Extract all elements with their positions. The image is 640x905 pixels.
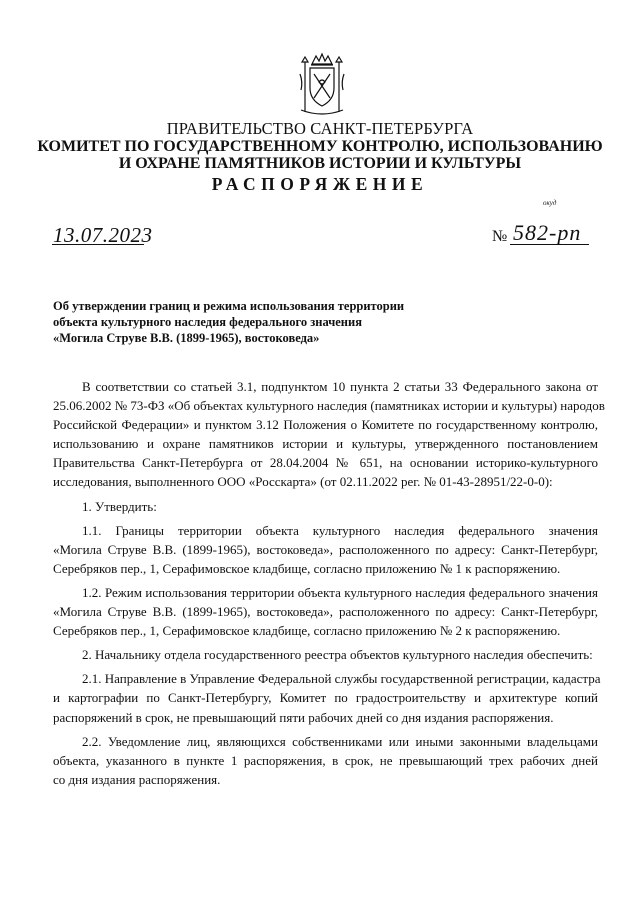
number-sign: № bbox=[492, 228, 508, 245]
text-line: со дня издания распоряжения. bbox=[53, 771, 221, 787]
text-line: распоряжений в срок, не превышающий пяти рабочих дней со дня издания распоряжения. bbox=[53, 709, 554, 725]
document-subject bbox=[53, 298, 404, 346]
text-line: использованию и охране памятников истории и культуры, утвержденного постановлением bbox=[53, 436, 598, 452]
text-line: «Могила Струве В.В. (1899-1965), востоковеда», расположенного по адресу: Санкт-Петербург, bbox=[53, 541, 598, 557]
text-line: Российской Федерации» и пунктом 3.12 Положения о Комитете по государственному контролю, bbox=[53, 417, 598, 433]
text-line: объекта, указанного в пункте 1 распоряжения, в срок, не превышающий трех рабочих дней bbox=[53, 752, 598, 768]
text-line: исследования, выполненного ООО «Росскарта» (от 02.11.2022 рег. № 01-43-28951/22-0-0): bbox=[53, 474, 553, 490]
preamble-paragraph bbox=[53, 377, 605, 492]
text-line: В соответствии со статьей 3.1, подпунктом 10 пункта 2 статьи 33 Федерального закона от bbox=[82, 379, 598, 394]
clause-2: 2. Начальнику отдела государственного реестра объектов культурного наследия обеспечить: bbox=[82, 647, 593, 663]
clause-1-2 bbox=[53, 583, 598, 640]
number-underline bbox=[510, 244, 589, 245]
text-line: Серебряков пер., 1, Серафимовское кладбище, согласно приложению № 1 к распоряжению. bbox=[53, 560, 561, 576]
form-code: окуд bbox=[543, 199, 557, 207]
committee-name-line-2: И ОХРАНЕ ПАМЯТНИКОВ ИСТОРИИ И КУЛЬТУРЫ bbox=[118, 155, 522, 172]
subject-line: Об утверждении границ и режима использования территории bbox=[53, 299, 405, 313]
text-line: Правительства Санкт-Петербурга от 28.04.2004 № 651, на основании историко-культурного bbox=[53, 455, 598, 471]
text-line: 2.1. Направление в Управление Федеральной службы государственной регистрации, кадастра bbox=[82, 671, 601, 687]
text-line: 1.2. Режим использования территории объекта культурного наследия федерального значения bbox=[82, 584, 598, 600]
text-line: «Могила Струве В.В. (1899-1965), востоковеда», расположенного по адресу: Санкт-Петербург, bbox=[53, 604, 598, 620]
government-name: ПРАВИТЕЛЬСТВО САНКТ-ПЕТЕРБУРГА bbox=[166, 119, 474, 138]
clause-1: 1. Утвердить: bbox=[82, 498, 157, 514]
coat-of-arms-icon bbox=[297, 52, 347, 118]
date-underline bbox=[52, 244, 144, 245]
text-line: Серебряков пер., 1, Серафимовское кладбище, согласно приложению № 2 к распоряжению. bbox=[53, 623, 561, 639]
subject-line: «Могила Струве В.В. (1899-1965), востоковеда» bbox=[53, 331, 320, 345]
document-number: 582-рп bbox=[513, 220, 582, 245]
committee-name-line-1: КОМИТЕТ ПО ГОСУДАРСТВЕННОМУ КОНТРОЛЮ, ИСПОЛЬЗОВАНИЮ bbox=[37, 138, 603, 155]
text-line: и картографии по Санкт-Петербургу, Комитет по градостроительству и архитектуре копий bbox=[53, 690, 598, 706]
document-type-title: РАСПОРЯЖЕНИЕ bbox=[211, 174, 429, 194]
text-line: 1.1. Границы территории объекта культурного наследия федерального значения bbox=[82, 522, 598, 538]
text-line: 2.2. Уведомление лиц, являющихся собственниками или иными законными владельцами bbox=[82, 733, 598, 749]
document-date: 13.07.2023 bbox=[53, 223, 153, 247]
text-line: 25.06.2002 № 73-ФЗ «Об объектах культурного наследия (памятниках истории и культуры) народов bbox=[53, 398, 605, 414]
clause-2-2 bbox=[53, 732, 598, 789]
clause-1-1 bbox=[53, 521, 598, 578]
clause-2-1 bbox=[53, 669, 601, 726]
document-body bbox=[53, 377, 605, 789]
subject-line: объекта культурного наследия федерального значения bbox=[53, 315, 362, 329]
